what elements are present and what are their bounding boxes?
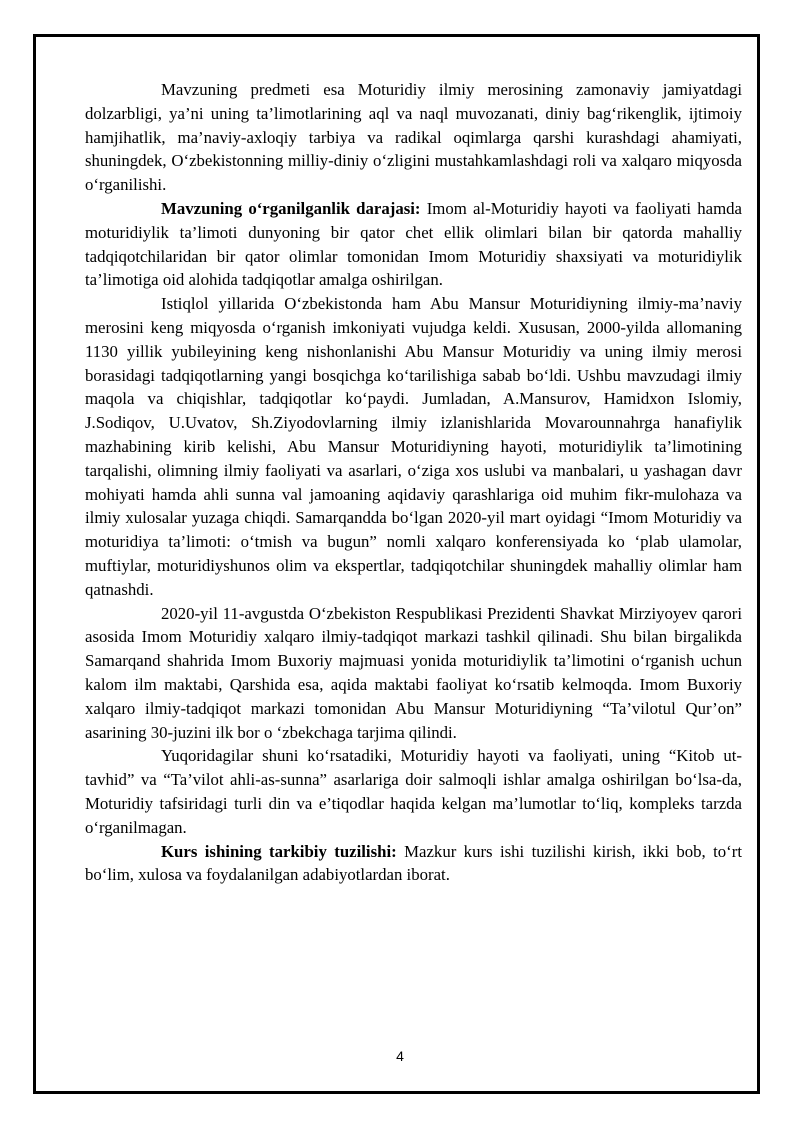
paragraph-text: Yuqoridagilar shuni ko‘rsatadiki, Moturidiy hayoti va faoliyati, uning “Kitob ut-tavhid” va “Ta’vilot ahli-as-sunna” asarlariga doir salmoqli ishlar amalga oshirilgan bo‘lsa-da, Moturidiy tafsiridagi turli din va e’tiqodlar haqida kelgan ma’lumotlar to‘liq, kompleks tarzda o‘rganilmagan. bbox=[85, 746, 742, 837]
paragraph-text: Istiqlol yillarida O‘zbekistonda ham Abu Mansur Moturidiyning ilmiy-ma’naviy merosini keng miqyosda o‘rganish imkoniyati vujudga keldi. Xususan, 2000-yilda allomaning 1130 yillik yubileyining keng nishonlanishi Abu Mansur Moturidiy va uning ilmiy merosi borasidagi tadqiqotlarning yangi bosqichga ko‘tarilishiga sabab bo‘ldi. Ushbu mavzudagi ilmiy maqola va chiqishlar, tadqiqotlar ko‘paydi. Jumladan, A.Mansurov, Hamidxon Islomiy, J.Sodiqov, U.Uvatov, Sh.Ziyodovlarning ilmiy izlanishlarida Movarounnahrga hanafiylik mazhabining kirib kelishi, Abu Mansur Moturidiyning hayoti, moturidiylik ta’limotining tarqalishi, olimning ilmiy faoliyati va asarlari, o‘ziga xos uslubi va manbalari, u yashagan davr mohiyati hamda ahli sunna val jamoaning aqidaviy qarashlariga oid muhim fikr-mulohaza va ilmiy xulosalar yuzaga chiqdi. Samarqandda bo‘lgan 2020-yil mart oyidagi “Imom Moturidiy va moturidiya ta’limoti: o‘tmish va bugun” nomli xalqaro konferensiyada ko ‘plab ulamolar, muftiylar, moturidiyshunos olim va ekspertlar, tadqiqotchilar shuningdek mahalliy olimlar ham qatnashdi. bbox=[85, 294, 742, 599]
paragraph-research-center bbox=[85, 602, 742, 745]
paragraph-text: Mazkur kurs ishi tuzilishi kirish, ikki bob, to‘rt bo‘lim, xulosa va foydalanilgan adabiyotlardan iborat. bbox=[85, 841, 742, 885]
paragraph-text: Imom al-Moturidiy hayoti va faoliyati hamda moturidiylik ta’limoti dunyoning bir qator chet ellik olimlari bilan bir qatorda mahalliy tadqiqotchilaridan bir qator olimlar tomonidan Imom Moturidiy shaxsiyati va moturidiylik ta’limotiga oid alohida tadqiqotlar amalga oshirilgan. bbox=[85, 198, 742, 290]
page-number: 4 bbox=[396, 1048, 404, 1064]
paragraph-independence-years bbox=[85, 292, 742, 601]
paragraph-subject bbox=[85, 78, 742, 197]
paragraph-text: 2020-yil 11-avgustda O‘zbekiston Respublikasi Prezidenti Shavkat Mirziyoyev qarori asosida Imom Moturidiy xalqaro ilmiy-tadqiqot markazi tashkil qilinadi. Shu bilan birgalikda Samarqand shahrida Imom Buxoriy majmuasi yonida moturidiylik ta’limotini o‘rganish uchun kalom ilm maktabi, Qarshida esa, aqida maktabi faoliyat ko‘rsatib kelmoqda. Imom Buxoriy xalqaro ilmiy-tadqiqot markazi tomonidan Abu Mansur Moturidiyning “Ta’vilotul Qur’on” asarining 30-juzini ilk bor o ‘zbekchaga tarjima qilindi. bbox=[85, 603, 742, 742]
paragraph-heading: Kurs ishining tarkibiy tuzilishi: bbox=[161, 841, 397, 861]
paragraph-research-level bbox=[85, 197, 742, 292]
paragraph-structure bbox=[85, 840, 742, 888]
paragraph-heading: Mavzuning o‘rganilganlik darajasi: bbox=[161, 198, 421, 218]
document-body bbox=[85, 78, 742, 887]
paragraph-text: Mavzuning predmeti esa Moturidiy ilmiy merosining zamonaviy jamiyatdagi dolzarbligi, ya’ni uning ta’limotlarining aql va naql muvozanati, diniy bag‘rikenglik, ijtimoiy hamjihatlik, ma’naviy-axloqiy tarbiya va radikal oqimlarga qarshi kurashdagi ahamiyati, shuningdek, O‘zbekistonning milliy-diniy o‘zligini mustahkamlashdagi roli va xalqaro miqyosda o‘rganilishi. bbox=[85, 80, 742, 195]
paragraph-conclusion bbox=[85, 744, 742, 839]
